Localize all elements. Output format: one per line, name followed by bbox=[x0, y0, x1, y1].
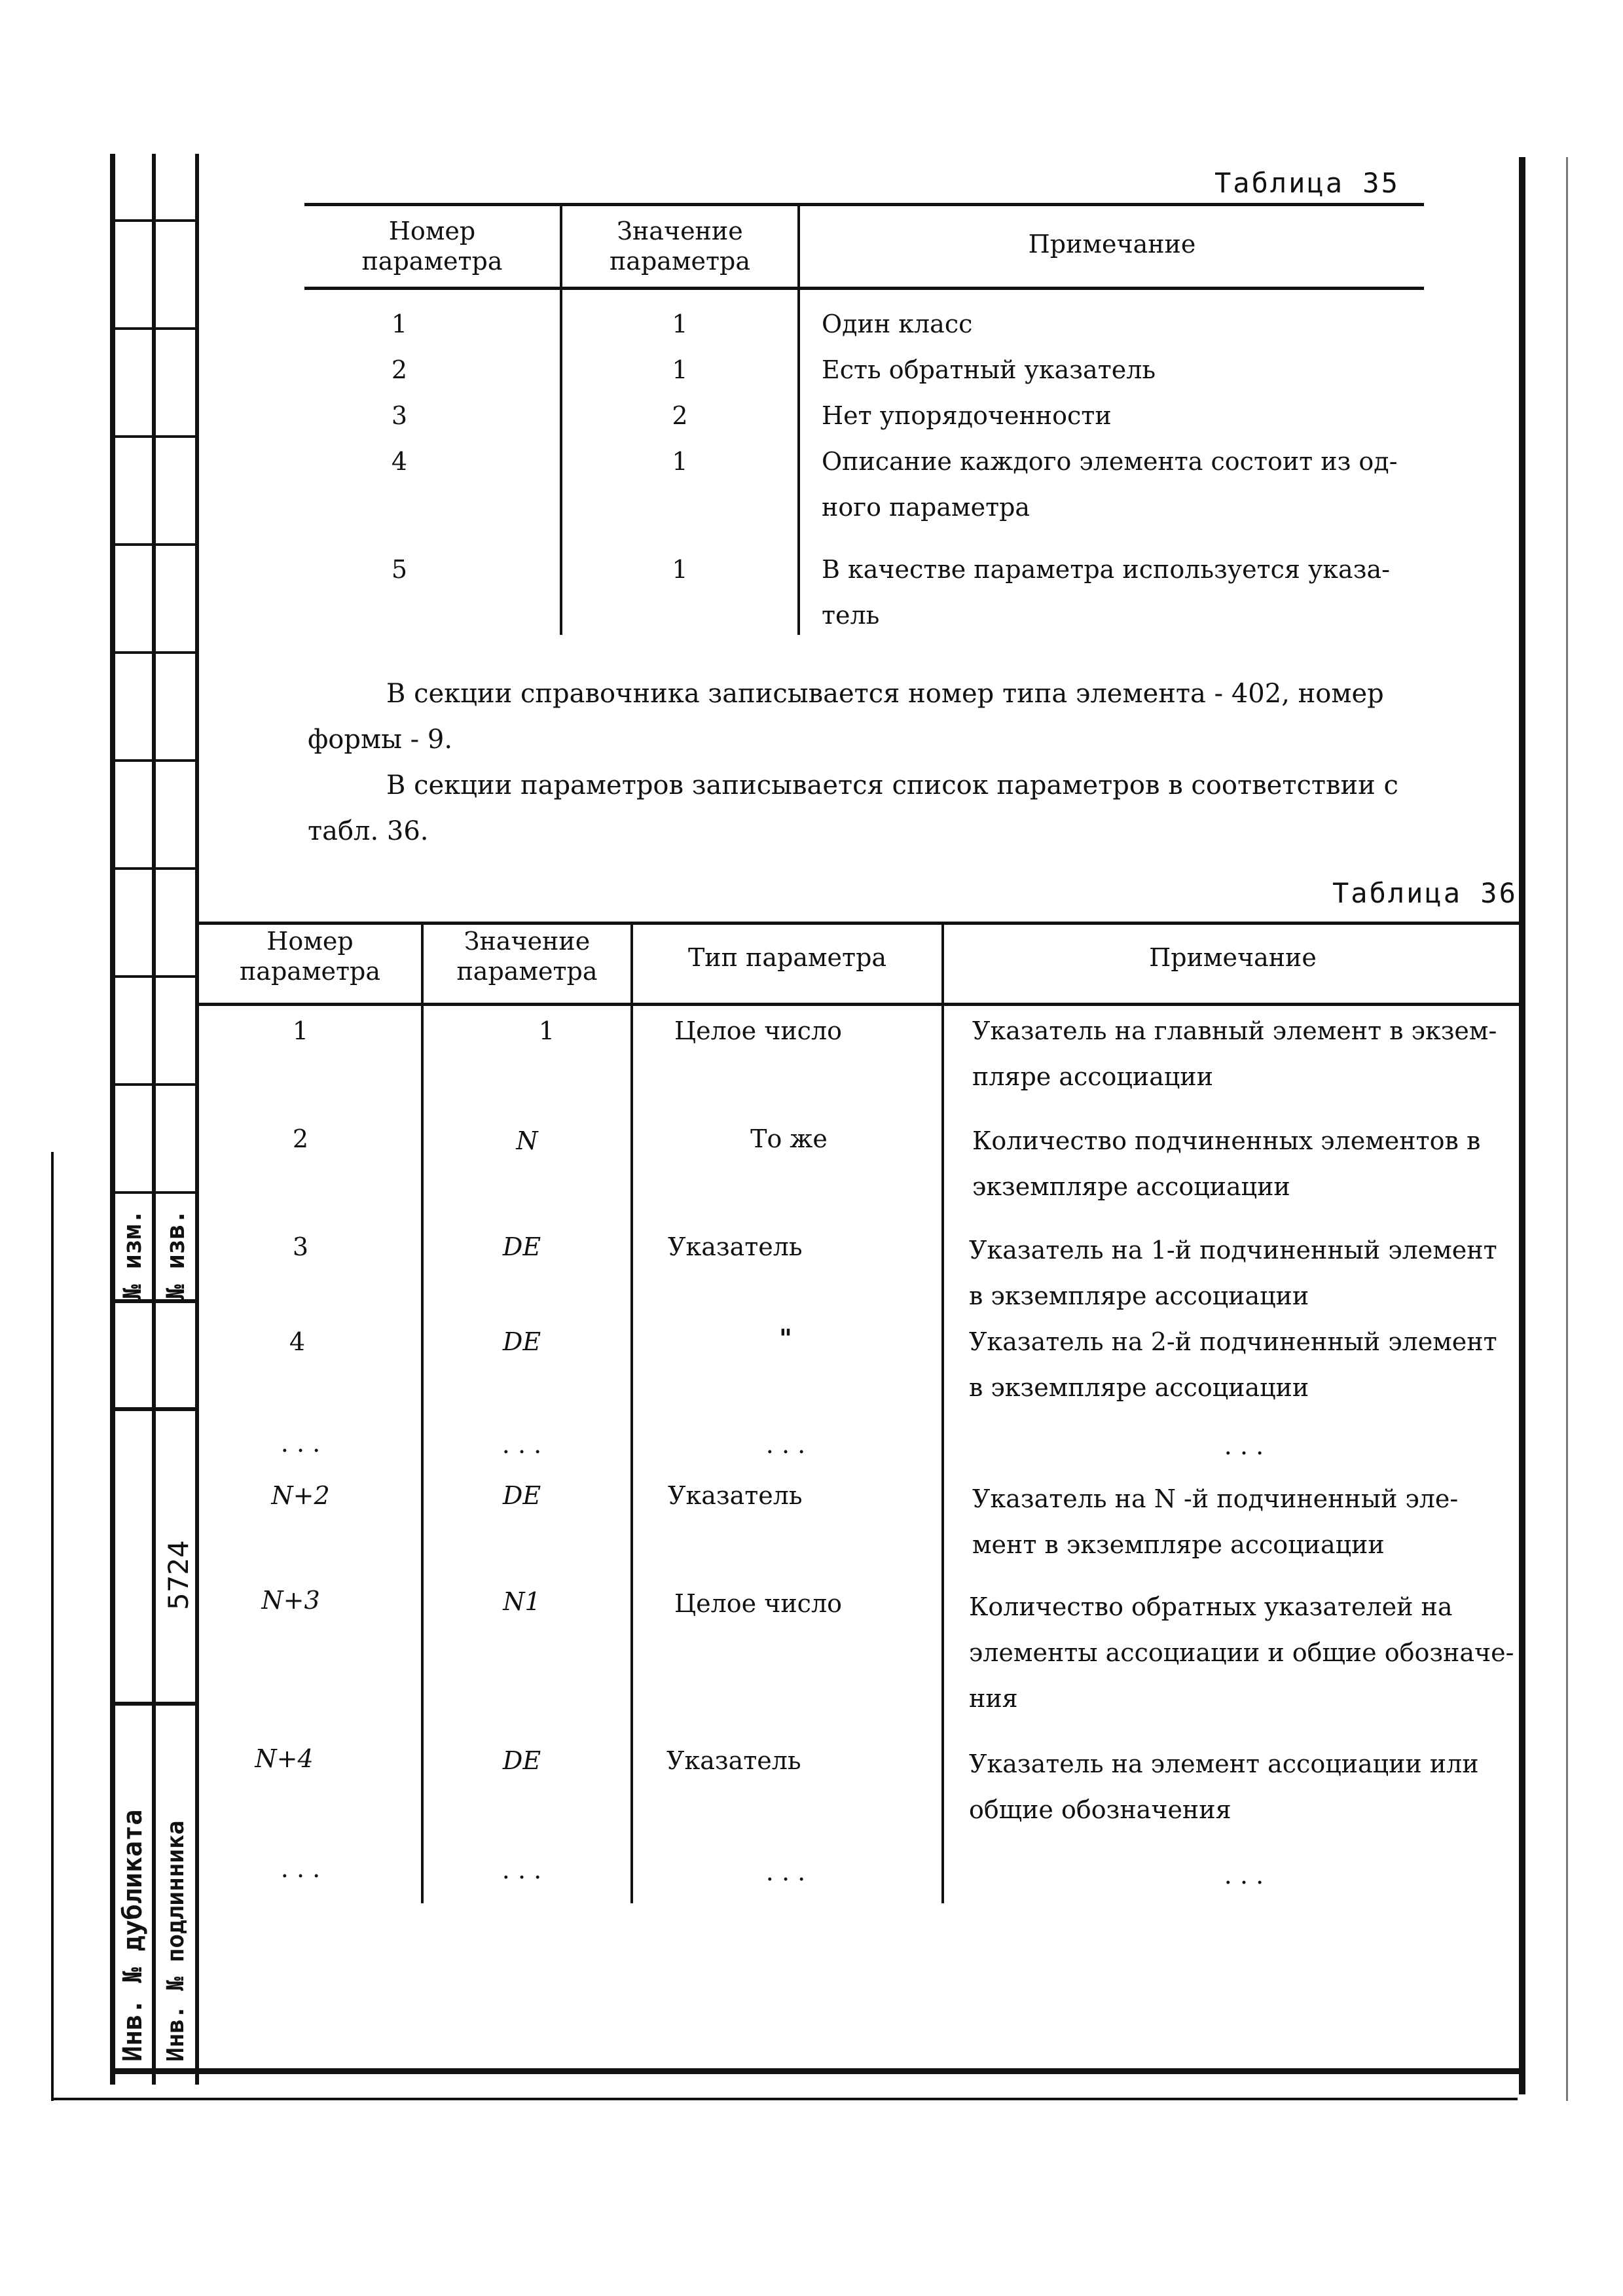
table-row-note: Количество обратных указателей на элементы ассоциации и общие обозначе- ния bbox=[969, 1592, 1514, 1713]
table-row-val: 1 bbox=[672, 310, 688, 338]
t36-header-number: Номер параметра bbox=[239, 927, 380, 986]
table-row-val: 1 bbox=[672, 447, 688, 476]
table-row-note: . . . bbox=[1224, 1431, 1264, 1460]
table-row-num: N+2 bbox=[271, 1481, 330, 1510]
table-row-num: N+4 bbox=[255, 1744, 314, 1773]
paragraph-directory-section: В секции справочника записывается номер типа элемента - 402, номер формы - 9. bbox=[308, 679, 1384, 755]
table-row-type: . . . bbox=[765, 1857, 806, 1886]
frame-left-inner-1 bbox=[152, 154, 156, 2085]
frame-bottom bbox=[110, 2068, 1524, 2074]
frame-left-outer bbox=[110, 154, 115, 2085]
paragraph-parameters-section: В секции параметров записывается список параметров в соответствии с табл. 36. bbox=[308, 770, 1398, 846]
table-row-val: DE bbox=[502, 1746, 541, 1775]
table-row-note: Указатель на 1-й подчиненный элемент в экземпляре ассоциации bbox=[969, 1236, 1497, 1310]
table-row-val: 1 bbox=[672, 555, 688, 584]
table-row-val: 2 bbox=[672, 401, 688, 430]
table-35-caption: Таблица 35 bbox=[1214, 167, 1400, 199]
table-row-note: Указатель на главный элемент в экзем- пляре ассоциации bbox=[972, 1016, 1497, 1091]
table-row-val: DE bbox=[502, 1327, 541, 1356]
table-row-val: N1 bbox=[503, 1587, 541, 1616]
table-row-num: 2 bbox=[391, 355, 408, 384]
table-row-num: N+3 bbox=[261, 1586, 320, 1615]
table-36-caption: Таблица 36 bbox=[1332, 877, 1518, 909]
table-row-num: . . . bbox=[280, 1854, 321, 1883]
table-row-note: . . . bbox=[1224, 1861, 1264, 1890]
table-row-num: 2 bbox=[292, 1124, 309, 1153]
table-row-val: N bbox=[516, 1126, 538, 1155]
notice-number-label: № изв. bbox=[161, 1209, 190, 1299]
margin-bottom-line bbox=[51, 2098, 1518, 2100]
table-row-note: Указатель на элемент ассоциации или общие обозначения bbox=[969, 1749, 1479, 1824]
t36-header-type: Тип параметра bbox=[687, 943, 887, 972]
table-row-val: . . . bbox=[501, 1856, 542, 1884]
table-row-note: Указатель на 2-й подчиненный элемент в экземпляре ассоциации bbox=[969, 1327, 1497, 1402]
t35-header-value: Значение параметра bbox=[609, 217, 750, 276]
margin-left-line bbox=[51, 1152, 54, 2101]
t36-header-note: Примечание bbox=[1149, 943, 1317, 972]
change-number-label: № изм. bbox=[118, 1209, 147, 1299]
inventory-duplicate-label: Инв. № дубликата bbox=[118, 1809, 148, 2062]
table-row-val: 1 bbox=[538, 1016, 555, 1045]
table-row-note: Указатель на N -й подчиненный эле- мент в экземпляре ассоциации bbox=[972, 1484, 1459, 1559]
table-row-num: 3 bbox=[391, 401, 408, 430]
table-row-val: DE bbox=[502, 1232, 541, 1261]
table-row-val: DE bbox=[502, 1481, 541, 1510]
inventory-original-label: Инв. № подлинника bbox=[162, 1820, 189, 2062]
table-row-type: " bbox=[779, 1323, 792, 1353]
frame-right-outer bbox=[1566, 157, 1568, 2101]
table-row-num: 4 bbox=[289, 1327, 306, 1356]
table-row-type: То же bbox=[750, 1124, 828, 1153]
table-row-num: 5 bbox=[391, 555, 408, 584]
original-inventory-number: 5724 bbox=[162, 1540, 194, 1610]
t35-header-number: Номер параметра bbox=[361, 217, 503, 276]
table-row-type: Указатель bbox=[668, 1232, 803, 1261]
table-row-type: Указатель bbox=[666, 1746, 801, 1775]
table-row-note: Есть обратный указатель bbox=[822, 355, 1156, 384]
table-row-type: Целое число bbox=[674, 1016, 842, 1045]
table-row-num: 1 bbox=[292, 1016, 309, 1045]
table-row-num: 4 bbox=[391, 447, 408, 476]
table-row-note: Один класс bbox=[822, 310, 973, 338]
t35-header-note: Примечание bbox=[1028, 230, 1196, 259]
table-row-type: . . . bbox=[765, 1430, 806, 1459]
table-row-num: . . . bbox=[280, 1429, 321, 1458]
t36-header-value: Значение параметра bbox=[456, 927, 598, 986]
table-row-num: 3 bbox=[292, 1232, 309, 1261]
table-row-type: Целое число bbox=[674, 1589, 842, 1618]
table-row-note: Нет упорядоченности bbox=[822, 401, 1112, 430]
table-row-val: . . . bbox=[501, 1430, 542, 1459]
table-row-note: В качестве параметра используется указа- тель bbox=[822, 555, 1390, 630]
table-row-val: 1 bbox=[672, 355, 688, 384]
table-row-note: Описание каждого элемента состоит из од- ного параметра bbox=[822, 447, 1398, 522]
table-row-note: Количество подчиненных элементов в экземпляре ассоциации bbox=[972, 1126, 1481, 1201]
table-row-num: 1 bbox=[391, 310, 408, 338]
table-row-type: Указатель bbox=[668, 1481, 803, 1510]
